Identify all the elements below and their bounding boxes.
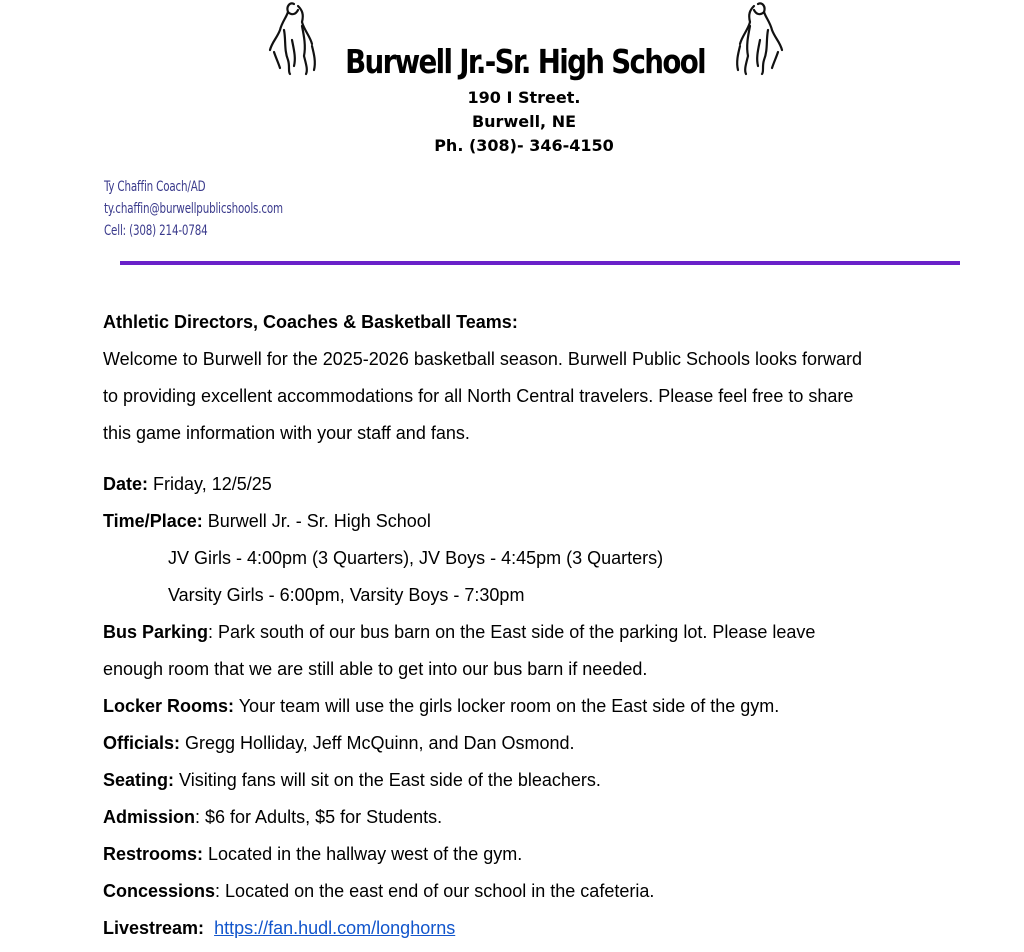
letterhead — [0, 0, 1024, 160]
bus-parking-value: : Park south of our bus barn on the East side of the parking lot. Please leave — [208, 622, 816, 642]
intro-line: to providing excellent accommodations for all North Central travelers. Please feel free to share — [103, 386, 854, 406]
livestream-row — [103, 910, 963, 947]
letter-body — [103, 304, 963, 947]
officials-value: Gregg Holliday, Jeff McQuinn, and Dan Osmond. — [180, 733, 575, 753]
intro-line: Welcome to Burwell for the 2025-2026 basketball season. Burwell Public Schools looks forward — [103, 349, 863, 369]
contact-block — [104, 176, 283, 242]
restrooms-value: Located in the hallway west of the gym. — [203, 844, 523, 864]
intro-line: this game information with your staff and fans. — [103, 423, 470, 443]
contact-email: ty.chaffin@burwellpublicshools.com — [104, 201, 283, 217]
time-place-value: Burwell Jr. - Sr. High School — [202, 511, 431, 531]
school-name: Burwell Jr.-Sr. High School — [345, 42, 705, 81]
contact-name: Ty Chaffin Coach/AD — [104, 179, 206, 195]
time-place-label: Time/Place: — [103, 511, 203, 531]
spacer — [103, 452, 963, 466]
bus-parking-continued: enough room that we are still able to get into our bus barn if needed. — [103, 659, 648, 679]
bus-parking-row — [103, 614, 963, 651]
locker-rooms-row — [103, 688, 963, 725]
livestream-label: Livestream: — [103, 918, 205, 938]
schedule-varsity: Varsity Girls - 6:00pm, Varsity Boys - 7:30pm — [168, 585, 525, 605]
seating-row — [103, 762, 963, 799]
schedule-jv: JV Girls - 4:00pm (3 Quarters), JV Boys - 4:45pm (3 Quarters) — [168, 548, 664, 568]
street-address: 190 I Street. — [467, 88, 581, 107]
divider-line — [120, 261, 960, 265]
bus-parking-label: Bus Parking — [103, 622, 209, 642]
concessions-label: Concessions — [103, 881, 216, 901]
date-row — [103, 466, 963, 503]
time-place-row — [103, 503, 963, 540]
restrooms-label: Restrooms: — [103, 844, 204, 864]
admission-value: : $6 for Adults, $5 for Students. — [195, 807, 443, 827]
locker-rooms-value: Your team will use the girls locker room on the East side of the gym. — [234, 696, 780, 716]
livestream-link[interactable]: https://fan.hudl.com/longhorns — [214, 918, 456, 938]
officials-row — [103, 725, 963, 762]
admission-row — [103, 799, 963, 836]
seating-label: Seating: — [103, 770, 175, 790]
locker-rooms-label: Locker Rooms: — [103, 696, 235, 716]
concessions-value: : Located on the east end of our school in the cafeteria. — [215, 881, 655, 901]
city-state: Burwell, NE — [471, 112, 577, 131]
officials-label: Officials: — [103, 733, 181, 753]
contact-cell: Cell: (308) 214-0784 — [104, 223, 208, 239]
admission-label: Admission — [103, 807, 196, 827]
concessions-row — [103, 873, 963, 910]
date-label: Date: — [103, 474, 149, 494]
seating-value: Visiting fans will sit on the East side of the bleachers. — [174, 770, 601, 790]
date-value: Friday, 12/5/25 — [148, 474, 272, 494]
phone-number: Ph. (308)- 346-4150 — [434, 136, 614, 155]
restrooms-row — [103, 836, 963, 873]
salutation: Athletic Directors, Coaches & Basketball Teams: — [103, 312, 518, 332]
